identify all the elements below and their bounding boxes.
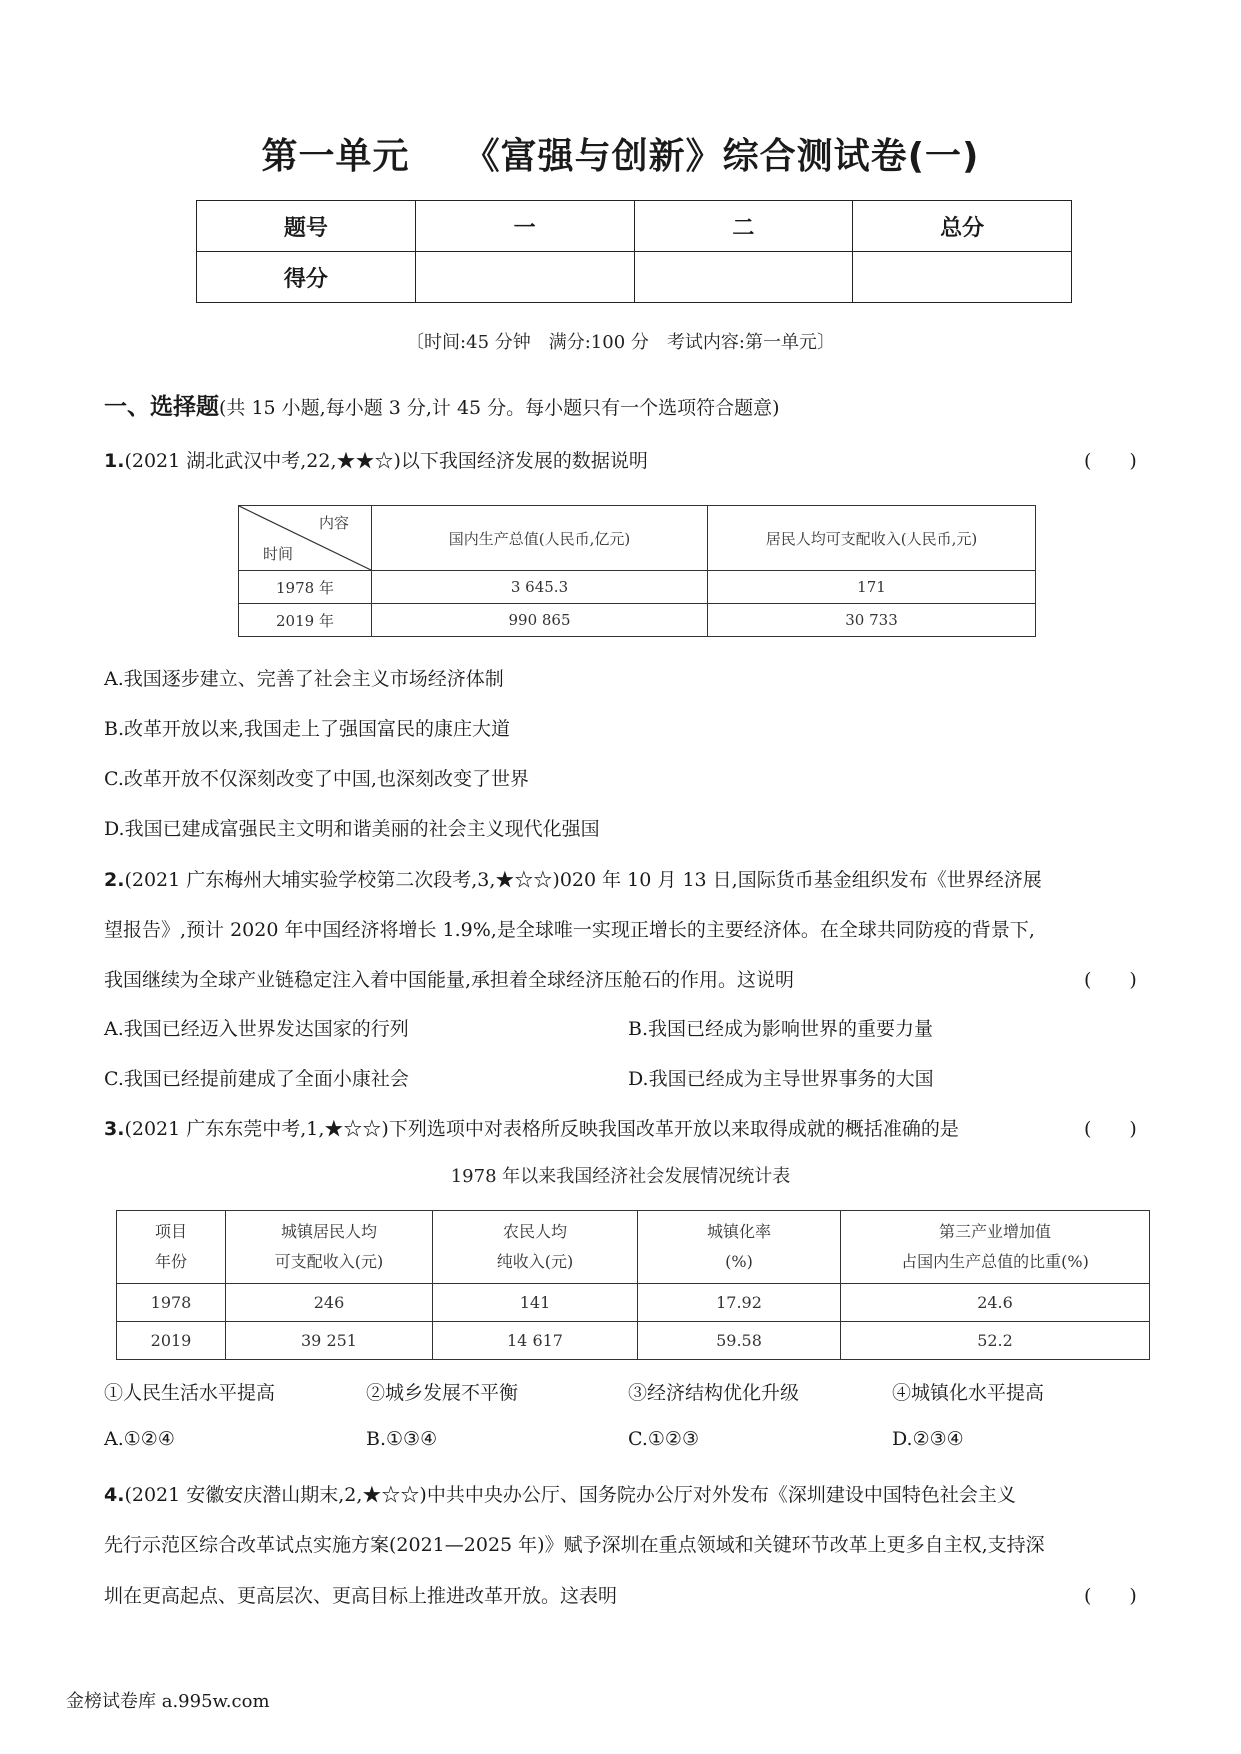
exam-meta: 〔时间:45 分钟 满分:100 分 考试内容:第一单元〕	[406, 332, 835, 353]
q3-header-tertiary-l1: 第三产业增加值	[938, 1222, 1051, 1241]
q3-header-item-l2: 年份	[154, 1252, 187, 1271]
q1-row2-year: 2019 年	[239, 604, 372, 637]
q1-header-gdp: 国内生产总值(人民币,亿元)	[372, 506, 708, 571]
score-header-part1: 一	[415, 201, 634, 252]
q1-option-c[interactable]: C.改革开放不仅深刻改变了中国,也深刻改变了世界	[104, 768, 529, 790]
q4-stem-1: (2021 安徽安庆潜山期末,2,★☆☆)中共中央办公厅、国务院办公厅对外发布《深圳建设中国特色社会主义	[124, 1484, 1016, 1506]
q1-corner-top: 内容	[318, 514, 349, 532]
q1-corner-bottom: 时间	[263, 545, 294, 563]
q2-option-d[interactable]: D.我国已经成为主导世界事务的大国	[628, 1068, 934, 1090]
q3-option-d[interactable]: D.②③④	[892, 1428, 964, 1450]
q4-number: 4.	[104, 1484, 125, 1506]
q3-row1-urban-income: 246	[226, 1284, 433, 1322]
q3-header-rural-income-l2: 纯收入(元)	[496, 1252, 574, 1271]
q1-row1-income: 171	[708, 571, 1036, 604]
q2-line-1	[104, 865, 1042, 892]
q2-line-2: 望报告》,预计 2020 年中国经济将增长 1.9%,是全球唯一实现正增长的主要经济体。在全球共同防疫的背景下,	[104, 919, 1035, 941]
q1-answer-blank[interactable]: ( )	[1084, 450, 1137, 472]
q3-option-c[interactable]: C.①②③	[628, 1428, 699, 1450]
q1-row1-gdp: 3 645.3	[372, 571, 708, 604]
q3-row1-urbanization: 17.92	[638, 1284, 841, 1322]
q3-row1-year: 1978	[117, 1284, 226, 1322]
q3-statement-2: ②城乡发展不平衡	[366, 1382, 519, 1404]
score-header-total: 总分	[853, 201, 1072, 252]
q1-row2-income: 30 733	[708, 604, 1036, 637]
q1-option-b[interactable]: B.改革开放以来,我国走上了强国富民的康庄大道	[104, 718, 511, 740]
q3-option-b[interactable]: B.①③④	[366, 1428, 438, 1450]
q3-row2-tertiary: 52.2	[841, 1322, 1150, 1360]
footer-watermark: 金榜试卷库 a.995w.com	[66, 1691, 270, 1712]
q4-line-2: 先行示范区综合改革试点实施方案(2021—2025 年)》赋予深圳在重点领域和关键环节改革上更多自主权,支持深	[104, 1534, 1045, 1556]
q3-stem: (2021 广东东莞中考,1,★☆☆)下列选项中对表格所反映我国改革开放以来取得成就的概括准确的是	[124, 1118, 959, 1140]
q1-option-d[interactable]: D.我国已建成富强民主文明和谐美丽的社会主义现代化强国	[104, 818, 600, 840]
q3-header-item	[117, 1211, 226, 1284]
section-heading	[104, 388, 780, 421]
q2-number: 2.	[104, 869, 125, 891]
q3-data-table	[116, 1210, 1150, 1360]
q4-answer-blank[interactable]: ( )	[1084, 1585, 1137, 1607]
q3-header-urban-income-l1: 城镇居民人均	[280, 1222, 377, 1241]
score-cell-part2[interactable]	[634, 252, 853, 303]
q3-row2-year: 2019	[117, 1322, 226, 1360]
q1-stem: (2021 湖北武汉中考,22,★★☆)以下我国经济发展的数据说明	[124, 450, 648, 472]
q3-option-a[interactable]: A.①②④	[104, 1428, 175, 1450]
q2-option-a[interactable]: A.我国已经迈入世界发达国家的行列	[104, 1018, 409, 1040]
q1-option-a[interactable]: A.我国逐步建立、完善了社会主义市场经济体制	[104, 668, 504, 690]
q1-stem-line	[104, 446, 648, 473]
q3-header-urban-income	[226, 1211, 433, 1284]
q3-header-rural-income-l1: 农民人均	[502, 1222, 567, 1241]
q2-option-c[interactable]: C.我国已经提前建成了全面小康社会	[104, 1068, 409, 1090]
score-header-label: 题号	[197, 201, 416, 252]
score-cell-total[interactable]	[853, 252, 1072, 303]
q1-row1-year: 1978 年	[239, 571, 372, 604]
q1-table-corner	[239, 506, 372, 571]
q2-option-b[interactable]: B.我国已经成为影响世界的重要力量	[628, 1018, 934, 1040]
q1-data-table	[238, 505, 1036, 637]
q3-row2-rural-income: 14 617	[433, 1322, 638, 1360]
q4-line-1	[104, 1480, 1016, 1507]
q3-statement-1: ①人民生活水平提高	[104, 1382, 276, 1404]
q4-line-3: 圳在更高起点、更高层次、更高目标上推进改革开放。这表明	[104, 1585, 618, 1607]
section-title: 一、选择题	[104, 394, 219, 420]
q2-line-3: 我国继续为全球产业链稳定注入着中国能量,承担着全球经济压舱石的作用。这说明	[104, 969, 795, 991]
score-header-part2: 二	[634, 201, 853, 252]
q3-stem-line	[104, 1114, 959, 1141]
q3-header-urbanization-l1: 城镇化率	[706, 1222, 771, 1241]
score-row-label: 得分	[197, 252, 416, 303]
q3-header-urban-income-l2: 可支配收入(元)	[274, 1252, 384, 1271]
q3-header-urbanization-l2: (%)	[725, 1252, 753, 1271]
q3-row2-urbanization: 59.58	[638, 1322, 841, 1360]
q3-header-item-l1: 项目	[154, 1222, 187, 1241]
page-title: 第一单元 《富强与创新》综合测试卷(一)	[261, 136, 980, 177]
q3-statement-4: ④城镇化水平提高	[892, 1382, 1045, 1404]
score-cell-part1[interactable]	[415, 252, 634, 303]
section-note: (共 15 小题,每小题 3 分,计 45 分。每小题只有一个选项符合题意)	[219, 397, 780, 419]
q3-header-rural-income	[433, 1211, 638, 1284]
q3-header-tertiary	[841, 1211, 1150, 1284]
q1-row2-gdp: 990 865	[372, 604, 708, 637]
q2-stem-1: (2021 广东梅州大埔实验学校第二次段考,3,★☆☆)020 年 10 月 13 日,国际货币基金组织发布《世界经济展	[124, 869, 1042, 891]
q1-header-income: 居民人均可支配收入(人民币,元)	[708, 506, 1036, 571]
q2-answer-blank[interactable]: ( )	[1084, 969, 1137, 991]
q3-table-caption: 1978 年以来我国经济社会发展情况统计表	[450, 1166, 791, 1187]
q3-row1-tertiary: 24.6	[841, 1284, 1150, 1322]
q1-number: 1.	[104, 450, 125, 472]
q1-corner-diagonal	[239, 506, 371, 570]
q3-row1-rural-income: 141	[433, 1284, 638, 1322]
q3-statement-3: ③经济结构优化升级	[628, 1382, 800, 1404]
q3-number: 3.	[104, 1118, 125, 1140]
q3-header-tertiary-l2: 占国内生产总值的比重(%)	[901, 1252, 1089, 1271]
q3-answer-blank[interactable]: ( )	[1084, 1118, 1137, 1140]
score-table	[196, 200, 1072, 303]
q3-header-urbanization	[638, 1211, 841, 1284]
q3-row2-urban-income: 39 251	[226, 1322, 433, 1360]
